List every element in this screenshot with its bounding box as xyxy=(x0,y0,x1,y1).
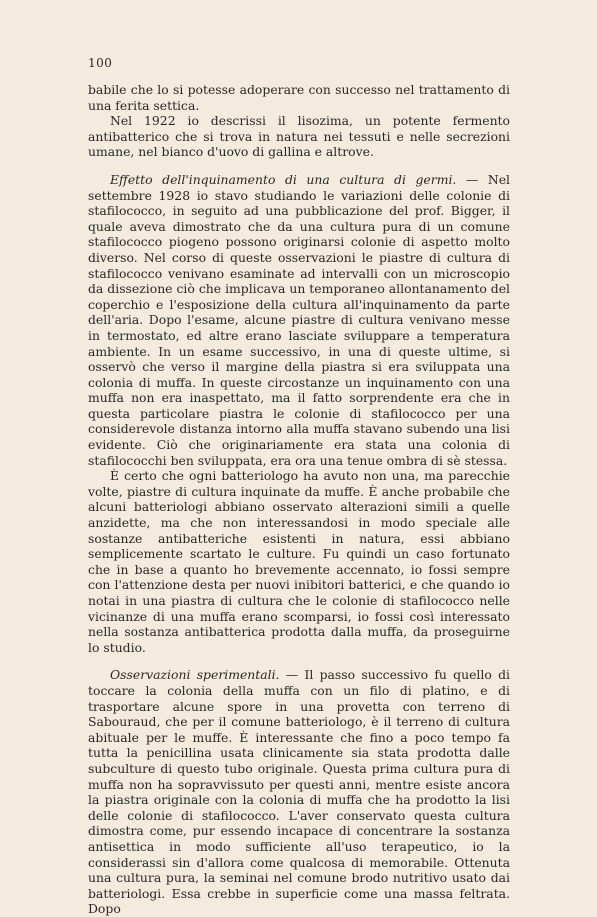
paragraph-contamination-text: — Nel settembre 1928 io stavo studiando le variazioni delle colonie di stafilococco, in seguito ad una pubblicazione del prof. Bigger, il quale aveva dimostrato che da una cultura pura di un comune stafilococco piogeno possono originarsi colonie di aspetto molto diverso. Nel corso di queste osservazioni le piastre di cultura di stafilococco venivano esaminate ad intervalli con un microscopio da dissezione ciò che implicava un temporaneo allontanamento del coperchio e l'esposizione della cultura all'inquinamento da parte dell'aria. Dopo l'esame, alcune piastre di cultura venivano messe in termostato, ed altre erano lasciate sviluppare a temperatura ambiente. In un esame successivo, in una di queste ultime, si osservò che verso il margine della piastra si era sviluppata una colonia di muffa. In queste circostanze un inquinamento con una muffa non era inaspettato, ma il fatto sorprendente era che in questa particolare piastra le colonie di stafilococco per una considerevole distanza intorno alla muffa stavano subendo una lisi evidente. Ciò che originariamente era stata una colonia di stafilococchi ben sviluppata, era ora una tenue ombra di sè stessa. xyxy=(88,171,510,468)
page-number: 100 xyxy=(88,56,113,70)
section-heading-experiments: Osservazioni sperimentali. xyxy=(110,667,280,683)
body-text xyxy=(88,82,510,917)
section-heading-contamination: Effetto dell'inquinamento di una cultura di germi. xyxy=(110,171,457,187)
paragraph-lysozyme: Nel 1922 io descrissi il lisozima, un potente fermento antibatterico che si trova in natura nei tessuti e nelle secrezioni umane, nel bianco d'uovo di gallina e altrove. xyxy=(88,113,510,160)
paragraph-experiments xyxy=(88,667,510,917)
paragraph-contamination xyxy=(88,172,510,468)
paragraph-bacteriologist: È certo che ogni batteriologo ha avuto non una, ma parecchie volte, piastre di cultura inquinate da muffe. È anche probabile che alcuni batteriologi abbiano osservato alterazioni simili a quelle anzidette, ma che non interessandosi in modo speciale alle sostanze antibatteriche esistenti in natura, essi abbiano semplicemente scartato le culture. Fu quindi un caso fortunato che in base a quanto ho brevemente accennato, io fossi sempre con l'attenzione desta per nuovi inibitori batterici, e che quando io notai in una piastra di cultura che le colonie di stafilococco nelle vicinanze di una muffa erano scomparsi, io fossi così interessato nella sostanza antibatterica prodotta dalla muffa, da proseguirne lo studio. xyxy=(88,468,510,655)
paragraph-continuation: babile che lo si potesse adoperare con successo nel trattamento di una ferita settica. xyxy=(88,82,510,113)
paragraph-experiments-text: — Il passo successivo fu quello di toccare la colonia della muffa con un filo di platino, e di trasportare alcune spore in una provetta con terreno di Sabouraud, che per il comune batteriologo, è il terreno di cultura abituale per le muffe. È interessante che fino a poco tempo fa tutta la penicillina usata clinicamente sia stata prodotta dalle subculture di questo tubo originale. Questa prima cultura pura di muffa non ha sopravvissuto per questi anni, mentre esiste ancora la piastra originale con la colonia di muffa che ha prodotto la lisi delle colonie di stafilococco. L'aver conservato questa cultura dimostra come, pur essendo incapace di concentrare la sostanza antisettica in modo sufficiente all'uso terapeutico, io la considerassi sin d'allora come qualcosa di memorabile. Ottenuta una cultura pura, la seminai nel comune brodo nutritivo usato dai batteriologi. Essa crebbe in superficie come una massa feltrata. Dopo xyxy=(88,667,510,917)
